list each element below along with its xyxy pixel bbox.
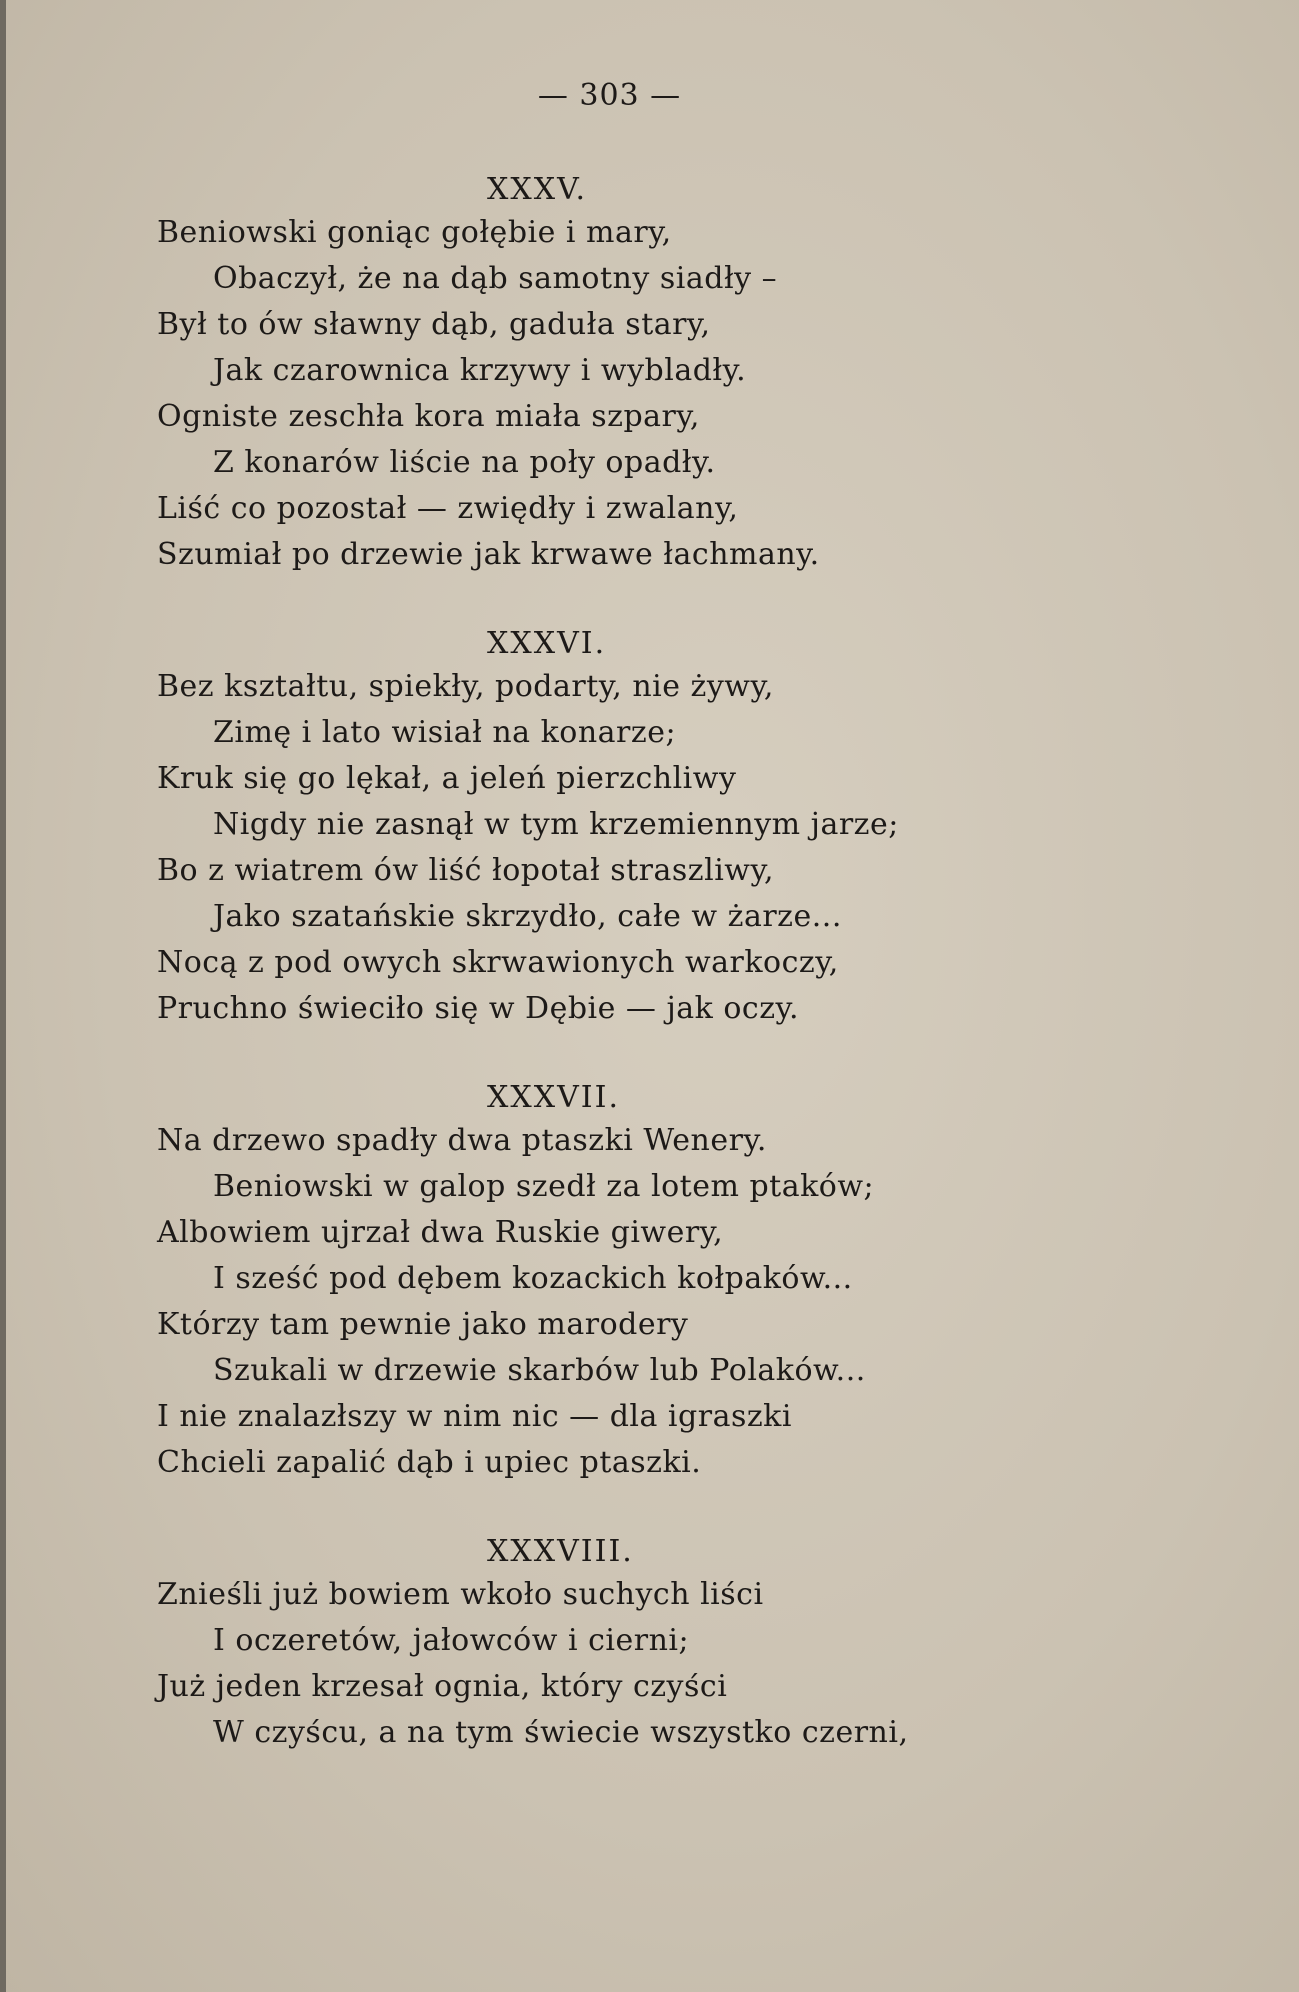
page-header (0, 78, 1299, 113)
stanza-xxxvii (157, 1078, 1017, 1486)
verse-line: Chcieli zapalić dąb i upiec ptaszki. (157, 1445, 702, 1480)
verse-line: Obaczył, że na dąb samotny siadły – (213, 261, 778, 296)
verse-line: Beniowski w galop szedł za lotem ptaków; (213, 1169, 875, 1204)
verse-line: Beniowski goniąc gołębie i mary, (157, 215, 672, 250)
stanza-heading: XXXVII. (487, 1080, 620, 1115)
verse-line: Był to ów sławny dąb, gaduła stary, (157, 307, 711, 342)
stanza-xxxviii (157, 1532, 1017, 1756)
verse-line: W czyścu, a na tym świecie wszystko czerni, (213, 1715, 909, 1750)
verse-line: Którzy tam pewnie jako marodery (157, 1307, 689, 1342)
verse-line: Albowiem ujrzał dwa Ruskie giwery, (157, 1215, 724, 1250)
verse-line: Na drzewo spadły dwa ptaszki Wenery. (157, 1123, 767, 1158)
verse-line: Szukali w drzewie skarbów lub Polaków... (213, 1353, 866, 1388)
page-edge (0, 0, 6, 1992)
verse-line: Szumiał po drzewie jak krwawe łachmany. (157, 537, 820, 572)
stanza-heading: XXXVI. (487, 626, 607, 661)
verse-line: Kruk się go lękał, a jeleń pierzchliwy (157, 761, 737, 796)
verse-line: Ogniste zeschła kora miała szpary, (157, 399, 700, 434)
verse-line: I sześć pod dębem kozackich kołpaków... (213, 1261, 853, 1296)
verse-line: Nocą z pod owych skrwawionych warkoczy, (157, 945, 839, 980)
verse-line: I nie znalazłszy w nim nic — dla igraszki (157, 1399, 792, 1434)
stanza-xxxv (157, 170, 1017, 578)
verse-line: Jak czarownica krzywy i wybladły. (213, 353, 747, 388)
verse-line: Nigdy nie zasnął w tym krzemiennym jarze; (213, 807, 899, 842)
stanza-heading: XXXVIII. (487, 1534, 634, 1569)
verse-line: Jako szatańskie skrzydło, całe w żarze... (213, 899, 842, 934)
verse-line: Z konarów liście na poły opadły. (213, 445, 716, 480)
stanza-heading: XXXV. (487, 172, 588, 207)
verse-line: Bez kształtu, spiekły, podarty, nie żywy, (157, 669, 774, 704)
poem-body (157, 170, 1017, 1756)
verse-line: Liść co pozostał — zwiędły i zwalany, (157, 491, 739, 526)
verse-line: Znieśli już bowiem wkoło suchych liści (157, 1577, 764, 1612)
verse-line: I oczeretów, jałowców i cierni; (213, 1623, 690, 1658)
verse-line: Bo z wiatrem ów liść łopotał straszliwy, (157, 853, 774, 888)
stanza-xxxvi (157, 624, 1017, 1032)
page-number: — 303 — (537, 78, 682, 113)
verse-line: Zimę i lato wisiał na konarze; (213, 715, 677, 750)
verse-line: Już jeden krzesał ognia, który czyści (157, 1669, 728, 1704)
verse-line: Pruchno świeciło się w Dębie — jak oczy. (157, 991, 800, 1026)
